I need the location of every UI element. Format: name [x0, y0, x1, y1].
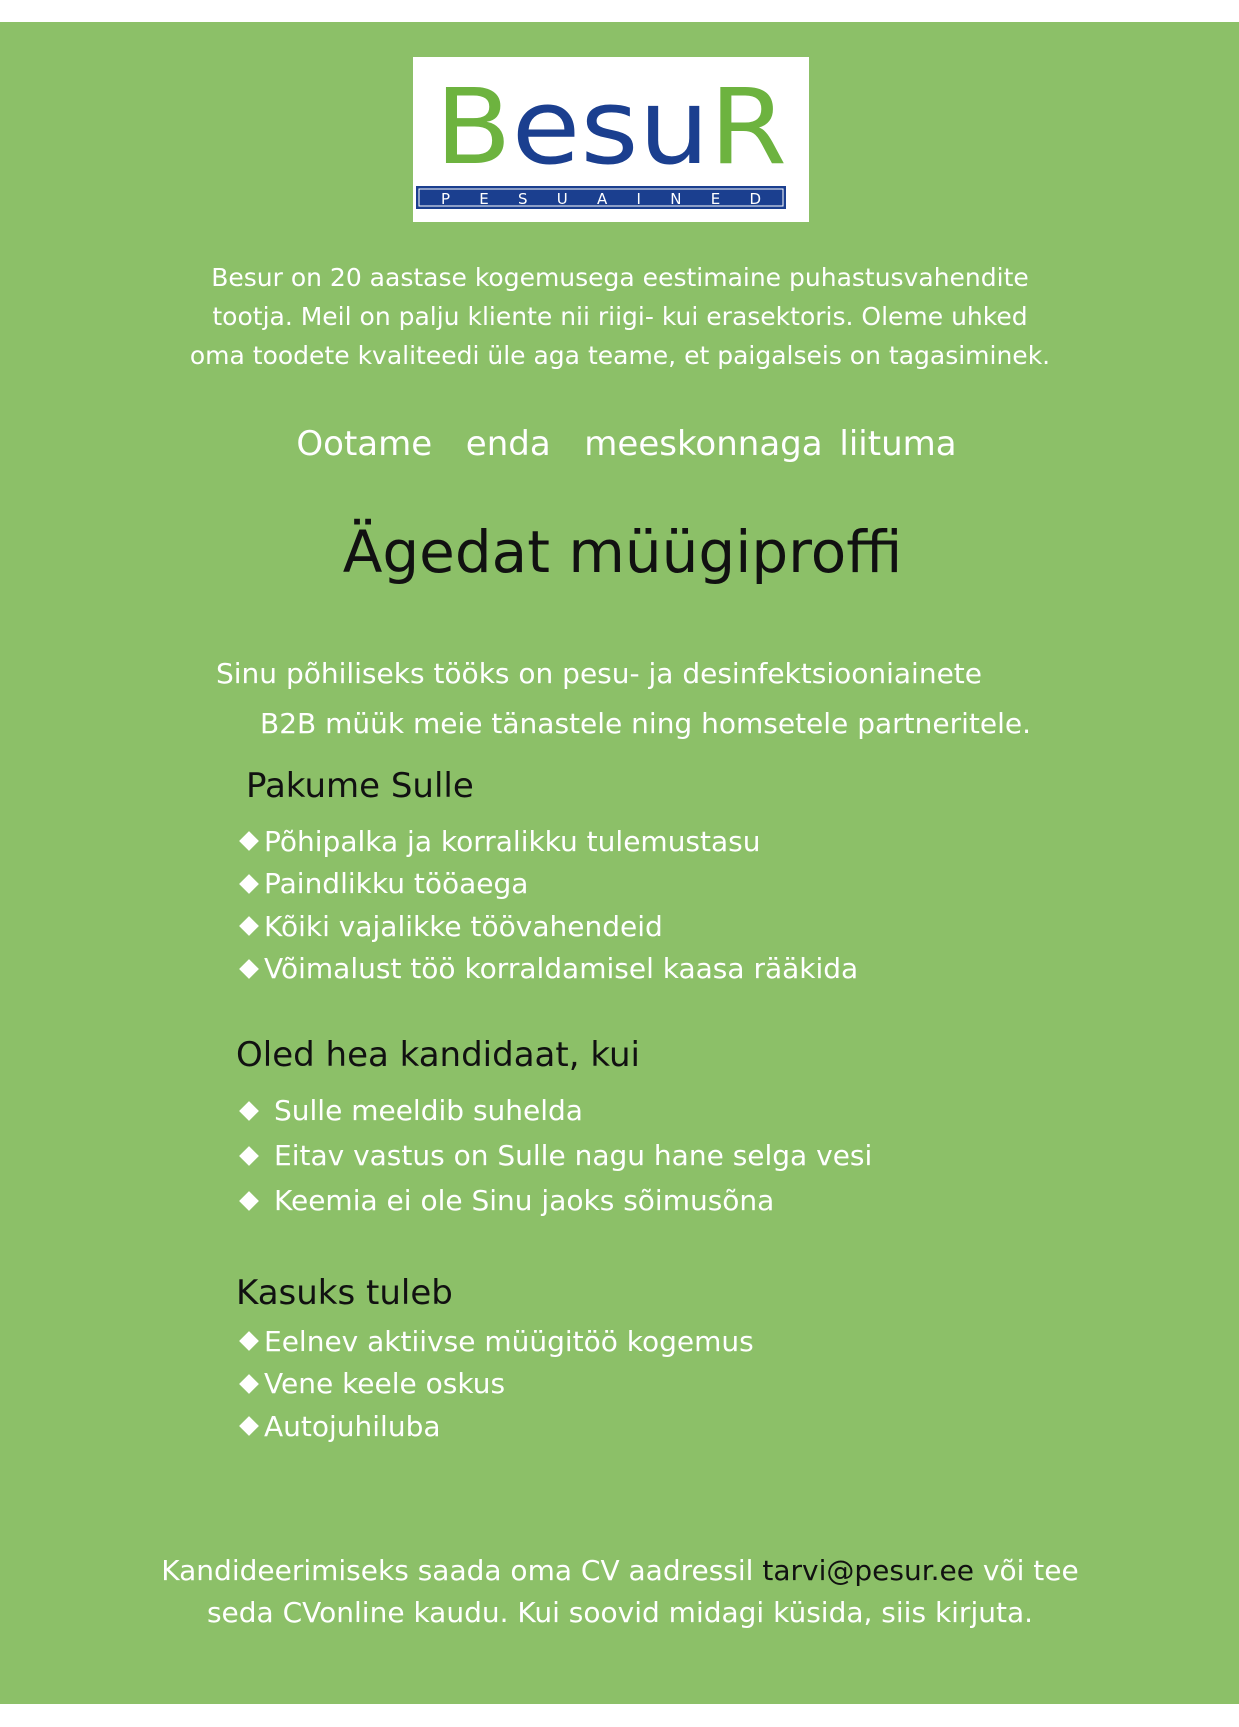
list-item: Eitav vastus on Sulle nagu hane selga vesi	[238, 1133, 872, 1178]
diamond-bullet-icon	[239, 916, 259, 936]
list-item: Autojuhiluba	[238, 1405, 754, 1448]
apply-line-2: seda CVonline kaudu. Kui soovid midagi küsida, siis kirjuta.	[206, 1596, 1034, 1629]
list-item: Võimalust töö korraldamisel kaasa rääkida	[238, 948, 858, 991]
invite-text: Ootame enda meeskonnaga liituma	[296, 424, 957, 464]
list-item: Keemia ei ole Sinu jaoks sõimusõna	[238, 1178, 872, 1223]
diamond-bullet-icon	[239, 1374, 259, 1394]
email-link[interactable]: tarvi@pesur.ee	[762, 1554, 974, 1587]
offer-title: Pakume Sulle	[246, 766, 474, 806]
job-poster	[0, 22, 1239, 1704]
apply-info	[150, 1550, 1090, 1634]
logo-graphic	[413, 57, 809, 222]
diamond-bullet-icon	[239, 874, 259, 894]
diamond-bullet-icon	[239, 1416, 259, 1436]
bonus-list	[238, 1320, 754, 1448]
besur-logo	[413, 57, 809, 222]
logo-tagline: PESUAINED	[441, 190, 761, 208]
intro-line: Besur on 20 aastase kogemusega eestimaine puhastusvahendite	[211, 263, 1029, 292]
intro-line: oma toodete kvaliteedi üle aga teame, et paigalseis on tagasiminek.	[189, 341, 1051, 370]
diamond-bullet-icon	[239, 831, 259, 851]
diamond-bullet-icon	[239, 1331, 259, 1351]
bonus-title: Kasuks tuleb	[236, 1273, 453, 1313]
job-headline: Ägedat müügiproffi	[342, 518, 903, 586]
intro-line: tootja. Meil on palju kliente nii riigi- kui erasektoris. Oleme uhked	[212, 302, 1028, 331]
list-item: Sulle meeldib suhelda	[238, 1088, 872, 1133]
list-item: Põhipalka ja korralikku tulemustasu	[238, 820, 858, 863]
candidate-title: Oled hea kandidaat, kui	[236, 1035, 640, 1075]
list-item: Eelnev aktiivse müügitöö kogemus	[238, 1320, 754, 1363]
diamond-bullet-icon	[239, 1101, 259, 1121]
company-intro	[150, 258, 1090, 375]
list-item: Vene keele oskus	[238, 1363, 754, 1406]
candidate-list	[238, 1088, 872, 1223]
list-item: Kõiki vajalikke töövahendeid	[238, 905, 858, 948]
task-line-1: Sinu põhiliseks tööks on pesu- ja desinfektsiooniainete	[216, 657, 983, 690]
diamond-bullet-icon	[239, 1191, 259, 1211]
apply-line-1: Kandideerimiseks saada oma CV aadressil tarvi@pesur.ee või tee	[161, 1554, 1079, 1587]
diamond-bullet-icon	[239, 1146, 259, 1166]
task-line-2: B2B müük meie tänastele ning homsetele partneritele.	[260, 707, 1031, 740]
diamond-bullet-icon	[239, 959, 259, 979]
logo-wordmark: Besu R	[435, 66, 782, 188]
offer-list	[238, 820, 858, 990]
list-item: Paindlikku tööaega	[238, 863, 858, 906]
